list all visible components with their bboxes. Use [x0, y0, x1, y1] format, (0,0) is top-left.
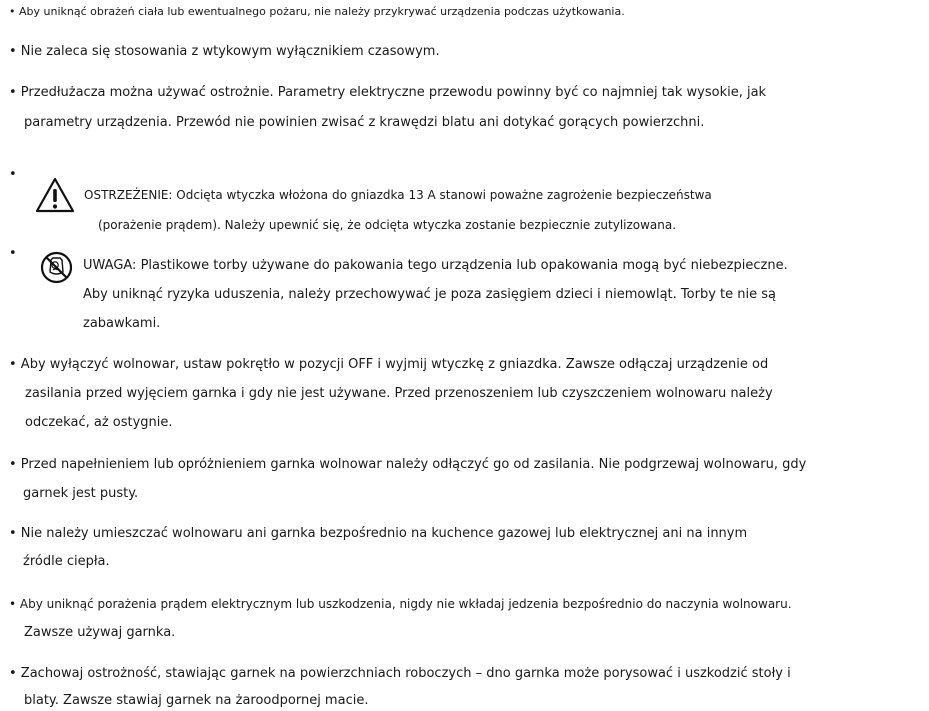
bullet: • — [9, 246, 17, 261]
warning-text-line: (porażenie prądem). Należy upewnić się, że odcięta wtyczka zostanie bezpiecznie zutylizowana. — [98, 218, 677, 232]
instruction-line: • Nie należy umieszczać wolnowaru ani garnka bezpośrednio na kuchence gazowej lub elektrycznej ani na innym — [9, 526, 748, 541]
instruction-line: Zawsze używaj garnka. — [24, 625, 176, 640]
instruction-line: • Przedłużacza można używać ostrożnie. Parametry elektryczne przewodu powinny być co najmniej tak wysokie, jak — [9, 85, 767, 100]
instruction-line: • Aby uniknąć obrażeń ciała lub ewentualnego pożaru, nie należy przykrywać urządzenia podczas użytkowania. — [9, 5, 625, 18]
caution-text-line: Aby uniknąć ryzyka uduszenia, należy przechowywać je poza zasięgiem dzieci i niemowląt. Torby te nie są — [83, 287, 776, 302]
no-children-plastic-bag-icon — [40, 251, 73, 284]
warning-text-line: OSTRZEŻENIE: Odcięta wtyczka włożona do gniazdka 13 A stanowi poważne zagrożenie bezpieczeństwa — [84, 188, 712, 202]
instruction-line: blaty. Zawsze stawiaj garnek na żaroodpornej macie. — [24, 693, 369, 708]
instruction-line: odczekać, aż ostygnie. — [25, 415, 173, 430]
instruction-line: źródle ciepła. — [23, 554, 110, 569]
caution-text-line: zabawkami. — [83, 316, 161, 331]
instruction-line: garnek jest pusty. — [23, 486, 139, 501]
instruction-line: • Nie zaleca się stosowania z wtykowym wyłącznikiem czasowym. — [9, 44, 440, 59]
instruction-line: • Aby wyłączyć wolnowar, ustaw pokrętło w pozycji OFF i wyjmij wtyczkę z gniazdka. Zawsze odłączaj urządzenie od — [9, 357, 769, 372]
instruction-line: • Zachowaj ostrożność, stawiając garnek na powierzchniach roboczych – dno garnka może porysować i uszkodzić stoły i — [9, 666, 791, 681]
bullet: • — [9, 167, 17, 182]
caution-text-line: UWAGA: Plastikowe torby używane do pakowania tego urządzenia lub opakowania mogą być niebezpieczne. — [83, 258, 788, 273]
instruction-line: • Przed napełnieniem lub opróżnieniem garnka wolnowar należy odłączyć go od zasilania. Nie podgrzewaj wolnowaru, gdy — [9, 457, 807, 472]
instruction-line: • Aby uniknąć porażenia prądem elektrycznym lub uszkodzenia, nigdy nie wkładaj jedzenia bezpośrednio do naczynia wolnowaru. — [9, 597, 792, 611]
instruction-line: parametry urządzenia. Przewód nie powinien zwisać z krawędzi blatu ani dotykać gorących powierzchni. — [24, 115, 705, 130]
instruction-line: zasilania przed wyjęciem garnka i gdy nie jest używane. Przed przenoszeniem lub czyszczeniem wolnowaru należy — [25, 386, 773, 401]
warning-triangle-icon — [35, 177, 75, 213]
